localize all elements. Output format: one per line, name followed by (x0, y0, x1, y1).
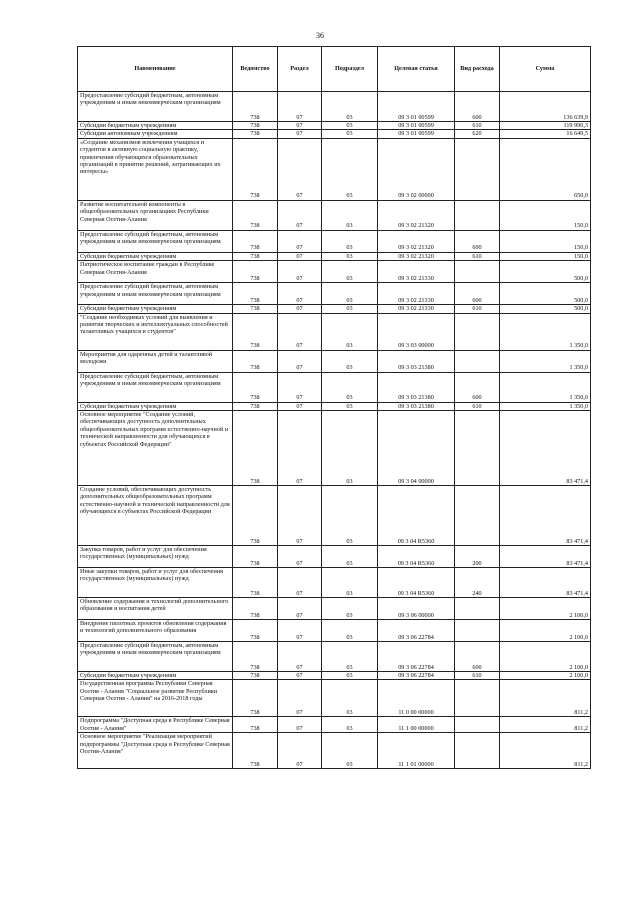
cell-target: 09 3 04 00000 (378, 411, 455, 486)
cell-ministry: 738 (233, 568, 278, 598)
cell-name: Предоставление субсидий бюджетным, автономным учреждениям и иным некоммерческим организациям (78, 642, 233, 672)
cell-expense-type: 610 (455, 122, 500, 130)
table-row (78, 546, 591, 568)
cell-subsection: 03 (322, 313, 378, 350)
cell-section: 07 (278, 680, 322, 717)
cell-name: Предоставление субсидий бюджетным, автономным учреждениям и иным некоммерческим организациям (78, 372, 233, 402)
cell-ministry: 738 (233, 642, 278, 672)
cell-ministry: 738 (233, 546, 278, 568)
cell-name: Патриотическое воспитание граждан в Республике Северная Осетия-Алания (78, 261, 233, 283)
cell-subsection: 03 (322, 372, 378, 402)
cell-amount: 2 100,0 (500, 642, 591, 672)
cell-expense-type: 620 (455, 130, 500, 138)
cell-target: 09 3 03 21380 (378, 372, 455, 402)
cell-target: 11 1 00 00000 (378, 717, 455, 733)
cell-amount: 650,0 (500, 138, 591, 200)
table-row (78, 313, 591, 350)
header-target: Целевая статья (378, 47, 455, 92)
cell-name: «Создание механизмов вовлечения учащихся и студентов в активную социальную практику, привлечения обучающихся образовательных организаций в принятие решений, затрагивающих их интересы» (78, 138, 233, 200)
table-row (78, 230, 591, 252)
table-row (78, 305, 591, 313)
cell-subsection: 03 (322, 672, 378, 680)
cell-amount: 1 350,0 (500, 372, 591, 402)
cell-target: 09 3 01 00599 (378, 122, 455, 130)
cell-name: Внедрение пилотных проектов обновления содержания и технологий дополнительного образования (78, 620, 233, 642)
cell-section: 07 (278, 486, 322, 546)
table-row (78, 92, 591, 122)
cell-section: 07 (278, 130, 322, 138)
cell-name: Мероприятия для одаренных детей и талантливой молодежи (78, 350, 233, 372)
cell-expense-type: 600 (455, 230, 500, 252)
cell-expense-type (455, 411, 500, 486)
cell-ministry: 738 (233, 680, 278, 717)
cell-ministry: 738 (233, 92, 278, 122)
cell-section: 07 (278, 261, 322, 283)
cell-name: Субсидии автономным учреждениям (78, 130, 233, 138)
cell-section: 07 (278, 620, 322, 642)
cell-name: Основное мероприятие "Реализация мероприятий подпрограммы "Доступная среда в Республике Северная Осетия-Алания" (78, 733, 233, 769)
cell-expense-type: 610 (455, 252, 500, 260)
cell-expense-type: 610 (455, 305, 500, 313)
cell-section: 07 (278, 313, 322, 350)
cell-expense-type: 610 (455, 402, 500, 410)
cell-expense-type (455, 138, 500, 200)
cell-expense-type (455, 620, 500, 642)
cell-section: 07 (278, 372, 322, 402)
cell-name: Создание условий, обеспечивающих доступность дополнительных общеобразовательных программ естественно-научной и технической направленности для обучающихся в субъектах Российской Федерации (78, 486, 233, 546)
cell-target: 09 3 06 00000 (378, 598, 455, 620)
table-row (78, 486, 591, 546)
cell-name: Государственная программа Республики Северная Осетия - Алания "Социальное развитие Республики Северная Осетия - Алания" на 2016-2018 годы (78, 680, 233, 717)
table-row (78, 372, 591, 402)
cell-subsection: 03 (322, 130, 378, 138)
cell-expense-type (455, 486, 500, 546)
cell-subsection: 03 (322, 717, 378, 733)
cell-target: 09 3 04 R5360 (378, 486, 455, 546)
cell-section: 07 (278, 350, 322, 372)
cell-target: 09 3 06 22784 (378, 620, 455, 642)
table-row (78, 130, 591, 138)
cell-subsection: 03 (322, 138, 378, 200)
cell-amount: 500,0 (500, 283, 591, 305)
cell-expense-type (455, 261, 500, 283)
cell-target: 09 3 01 00599 (378, 92, 455, 122)
cell-amount: 1 350,0 (500, 313, 591, 350)
cell-ministry: 738 (233, 402, 278, 410)
cell-amount: 150,0 (500, 200, 591, 230)
cell-section: 07 (278, 230, 322, 252)
cell-section: 07 (278, 252, 322, 260)
table-row (78, 122, 591, 130)
cell-expense-type (455, 200, 500, 230)
cell-target: 09 3 02 21320 (378, 230, 455, 252)
cell-amount: 1 350,0 (500, 402, 591, 410)
cell-subsection: 03 (322, 261, 378, 283)
cell-target: 09 3 04 R5360 (378, 546, 455, 568)
header-subsection: Подраздел (322, 47, 378, 92)
cell-subsection: 03 (322, 620, 378, 642)
cell-ministry: 738 (233, 283, 278, 305)
cell-amount: 83 471,4 (500, 568, 591, 598)
cell-ministry: 738 (233, 486, 278, 546)
cell-name: Предоставление субсидий бюджетным, автономным учреждениям и иным некоммерческим организациям (78, 283, 233, 305)
cell-expense-type (455, 313, 500, 350)
cell-ministry: 738 (233, 138, 278, 200)
cell-amount: 500,0 (500, 261, 591, 283)
cell-target: 09 3 02 21320 (378, 252, 455, 260)
cell-amount: 811,2 (500, 680, 591, 717)
header-name: Наименование (78, 47, 233, 92)
cell-amount: 2 100,0 (500, 598, 591, 620)
cell-subsection: 03 (322, 305, 378, 313)
cell-section: 07 (278, 283, 322, 305)
cell-expense-type: 600 (455, 92, 500, 122)
cell-subsection: 03 (322, 411, 378, 486)
budget-table (77, 46, 591, 769)
cell-subsection: 03 (322, 546, 378, 568)
cell-target: 09 3 02 00000 (378, 138, 455, 200)
cell-section: 07 (278, 138, 322, 200)
cell-ministry: 738 (233, 350, 278, 372)
cell-name: Иные закупки товаров, работ и услуг для обеспечения государственных (муниципальных) нужд (78, 568, 233, 598)
cell-target: 09 3 03 21380 (378, 402, 455, 410)
cell-ministry: 738 (233, 672, 278, 680)
cell-amount: 119 990,3 (500, 122, 591, 130)
table-header-row (78, 47, 591, 92)
table-row (78, 411, 591, 486)
cell-ministry: 738 (233, 252, 278, 260)
cell-expense-type: 200 (455, 546, 500, 568)
table-row (78, 598, 591, 620)
cell-name: Субсидии бюджетным учреждениям (78, 402, 233, 410)
cell-expense-type: 600 (455, 283, 500, 305)
cell-section: 07 (278, 642, 322, 672)
cell-section: 07 (278, 200, 322, 230)
cell-target: 11 1 01 00000 (378, 733, 455, 769)
header-expense-type: Вид расхода (455, 47, 500, 92)
cell-target: 09 3 06 22784 (378, 672, 455, 680)
cell-section: 07 (278, 305, 322, 313)
cell-section: 07 (278, 546, 322, 568)
cell-section: 07 (278, 598, 322, 620)
cell-expense-type: 600 (455, 642, 500, 672)
cell-subsection: 03 (322, 733, 378, 769)
cell-expense-type (455, 717, 500, 733)
cell-subsection: 03 (322, 230, 378, 252)
cell-amount: 500,0 (500, 305, 591, 313)
cell-ministry: 738 (233, 717, 278, 733)
cell-amount: 136 639,9 (500, 92, 591, 122)
cell-section: 07 (278, 402, 322, 410)
cell-name: Субсидии бюджетным учреждениям (78, 672, 233, 680)
cell-ministry: 738 (233, 122, 278, 130)
page-number: 36 (316, 31, 324, 40)
table-row (78, 680, 591, 717)
cell-target: 09 3 01 00599 (378, 130, 455, 138)
cell-amount: 150,0 (500, 252, 591, 260)
table-row (78, 261, 591, 283)
cell-subsection: 03 (322, 92, 378, 122)
cell-amount: 1 350,0 (500, 350, 591, 372)
cell-ministry: 738 (233, 130, 278, 138)
cell-ministry: 738 (233, 313, 278, 350)
cell-amount: 811,2 (500, 717, 591, 733)
cell-target: 09 3 02 21320 (378, 200, 455, 230)
cell-name: Закупка товаров, работ и услуг для обеспечения государственных (муниципальных) нужд (78, 546, 233, 568)
cell-ministry: 738 (233, 733, 278, 769)
cell-ministry: 738 (233, 305, 278, 313)
cell-name: "Создание необходимых условий для выявления и развития творческих и интеллектуальных способностей талантливых учащихся и студентов" (78, 313, 233, 350)
table-row (78, 252, 591, 260)
cell-subsection: 03 (322, 642, 378, 672)
cell-name: Субсидии бюджетным учреждениям (78, 122, 233, 130)
cell-name: Подпрограмма "Доступная среда в Республике Северная Осетия - Алания" (78, 717, 233, 733)
cell-name: Развитие воспитательной компоненты в общеобразовательных организациях Республики Северная Осетия-Алания (78, 200, 233, 230)
cell-subsection: 03 (322, 568, 378, 598)
cell-target: 11 0 00 00000 (378, 680, 455, 717)
cell-amount: 150,0 (500, 230, 591, 252)
cell-ministry: 738 (233, 200, 278, 230)
cell-amount: 83 471,4 (500, 486, 591, 546)
table-row (78, 402, 591, 410)
cell-subsection: 03 (322, 598, 378, 620)
cell-name: Предоставление субсидий бюджетным, автономным учреждениям и иным некоммерческим организациям (78, 230, 233, 252)
cell-target: 09 3 03 00000 (378, 313, 455, 350)
cell-target: 09 3 06 22784 (378, 642, 455, 672)
cell-target: 09 3 03 21380 (378, 350, 455, 372)
header-amount: Сумма (500, 47, 591, 92)
cell-target: 09 3 02 21330 (378, 261, 455, 283)
cell-amount: 83 471,4 (500, 411, 591, 486)
cell-target: 09 3 02 21330 (378, 283, 455, 305)
cell-ministry: 738 (233, 230, 278, 252)
cell-target: 09 3 04 R5360 (378, 568, 455, 598)
cell-section: 07 (278, 733, 322, 769)
cell-section: 07 (278, 92, 322, 122)
cell-subsection: 03 (322, 200, 378, 230)
header-ministry: Ведомство (233, 47, 278, 92)
cell-expense-type: 600 (455, 372, 500, 402)
cell-name: Основное мероприятие "Создание условий, обеспечивающих доступность дополнительных общеобразовательных программ естественно-научной и технической направленности для обучающихся в субъектах Российской Федерации" (78, 411, 233, 486)
cell-section: 07 (278, 568, 322, 598)
cell-name: Субсидии бюджетным учреждениям (78, 252, 233, 260)
cell-subsection: 03 (322, 402, 378, 410)
table-row (78, 283, 591, 305)
cell-amount: 2 100,0 (500, 620, 591, 642)
cell-amount: 16 649,5 (500, 130, 591, 138)
cell-subsection: 03 (322, 122, 378, 130)
cell-target: 09 3 02 21330 (378, 305, 455, 313)
cell-expense-type (455, 598, 500, 620)
cell-name: Предоставление субсидий бюджетным, автономным учреждениям и иным некоммерческим организациям (78, 92, 233, 122)
cell-subsection: 03 (322, 486, 378, 546)
cell-ministry: 738 (233, 598, 278, 620)
cell-amount: 83 471,4 (500, 546, 591, 568)
cell-subsection: 03 (322, 680, 378, 717)
cell-expense-type: 240 (455, 568, 500, 598)
table-row (78, 672, 591, 680)
cell-name: Субсидии бюджетным учреждениям (78, 305, 233, 313)
table-row (78, 568, 591, 598)
cell-expense-type (455, 733, 500, 769)
cell-subsection: 03 (322, 283, 378, 305)
cell-section: 07 (278, 717, 322, 733)
cell-ministry: 738 (233, 411, 278, 486)
header-section: Раздел (278, 47, 322, 92)
table-row (78, 733, 591, 769)
cell-ministry: 738 (233, 261, 278, 283)
table-row (78, 717, 591, 733)
cell-section: 07 (278, 672, 322, 680)
table-row (78, 200, 591, 230)
table-row (78, 138, 591, 200)
table-row (78, 350, 591, 372)
cell-name: Обновление содержания и технологий дополнительного образования и воспитания детей (78, 598, 233, 620)
cell-ministry: 738 (233, 620, 278, 642)
cell-section: 07 (278, 411, 322, 486)
cell-amount: 2 100,0 (500, 672, 591, 680)
cell-ministry: 738 (233, 372, 278, 402)
cell-subsection: 03 (322, 252, 378, 260)
cell-expense-type: 610 (455, 672, 500, 680)
cell-section: 07 (278, 122, 322, 130)
table-row (78, 620, 591, 642)
cell-amount: 811,2 (500, 733, 591, 769)
cell-expense-type (455, 680, 500, 717)
cell-subsection: 03 (322, 350, 378, 372)
table-row (78, 642, 591, 672)
cell-expense-type (455, 350, 500, 372)
